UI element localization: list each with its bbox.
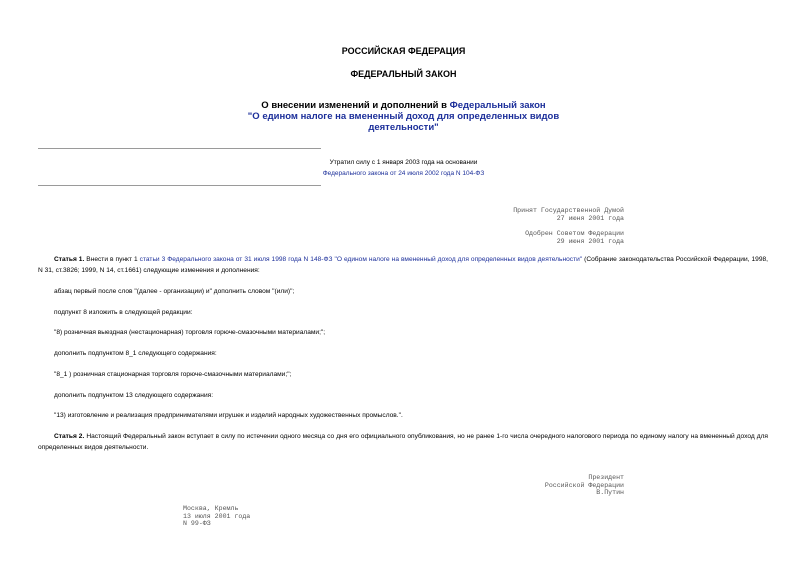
article-1-item: "8_1 ) розничная стационарная торговля горюче-смазочными материалами;";	[54, 371, 292, 378]
duma-adoption	[513, 207, 624, 222]
country-heading: РОССИЙСКАЯ ФЕДЕРАЦИЯ	[341, 46, 466, 56]
article-1-item: дополнить подпунктом 8_1 следующего содержания:	[54, 350, 217, 357]
article-1-item: "8) розничная выездная (нестационарная) торговля горюче-смазочными материалами;";	[54, 329, 326, 336]
duma-date: 27 июня 2001 года	[556, 214, 624, 222]
article-2: Статья 2. Настоящий Федеральный закон вступает в силу по истечении одного месяца со дня его официального опубликования, но не ранее 1-го числа очередного налогового периода по единому налогу на вмененный доход для определенных видов деятельности.	[38, 433, 769, 451]
title-prefix: О внесении изменений и дополнений в	[261, 100, 450, 111]
president-title: Президент	[588, 474, 624, 481]
president-name: В.Путин	[596, 489, 624, 497]
president-country: Российской Федерации	[544, 481, 624, 489]
doc-type-heading: ФЕДЕРАЛЬНЫЙ ЗАКОН	[350, 69, 457, 79]
law-number: N 99-ФЗ	[183, 520, 211, 528]
title-link-line2[interactable]: "О едином налоге на вмененный доход для определенных видов	[247, 111, 560, 122]
article-1-item: "13) изготовление и реализация предпринимателями игрушек и изделий народных художественных промыслов.".	[54, 412, 403, 419]
council-date: 29 июня 2001 года	[556, 237, 624, 245]
council-approval	[525, 230, 624, 245]
signature-block	[545, 474, 624, 497]
divider-top	[38, 148, 321, 149]
title-link[interactable]: Федеральный закон	[449, 100, 546, 111]
duma-line: Принят Государственной Думой	[513, 207, 624, 214]
article-1-item: дополнить подпунктом 13 следующего содержания:	[54, 392, 214, 399]
article-1-intro: Статья 1. Внести в пункт 1 статьи 3 Федерального закона от 31 июля 1998 года N 148-ФЗ "О едином налоге на вмененный доход для определенных видов деятельности" (Собрание законодательства Российской Федерации, 1998, N 31, ст.3826; 1999, N 14, ст.1661) следующие изменения и дополнения:	[38, 256, 769, 274]
divider-bottom	[38, 185, 321, 186]
repeal-notice: Утратил силу с 1 января 2003 года на основании	[329, 159, 478, 166]
place-date-block	[183, 505, 250, 528]
council-line: Одобрен Советом Федерации	[525, 230, 624, 237]
article-1-label: Статья 1.	[54, 256, 85, 263]
repeal-notice-link-line	[0, 170, 807, 177]
article-1-item: подпункт 8 изложить в следующей редакции:	[54, 309, 193, 316]
article-2-label: Статья 2.	[54, 433, 85, 440]
article-1-item: абзац первый после слов "(далее - организации) и" дополнить словом "(или)";	[54, 288, 295, 295]
law-title	[0, 100, 807, 133]
sign-date: 13 июля 2001 года	[183, 512, 251, 520]
place: Москва, Кремль	[183, 505, 239, 512]
repeal-law-link[interactable]: Федерального закона от 24 июля 2002 года N 104-ФЗ	[322, 170, 485, 177]
law-148-link[interactable]: статьи 3 Федерального закона от 31 июля 1998 года N 148-ФЗ "О едином налоге на вмененный доход для определенных видов деятельности"	[139, 256, 583, 263]
title-link-line3[interactable]: деятельности"	[368, 122, 439, 133]
